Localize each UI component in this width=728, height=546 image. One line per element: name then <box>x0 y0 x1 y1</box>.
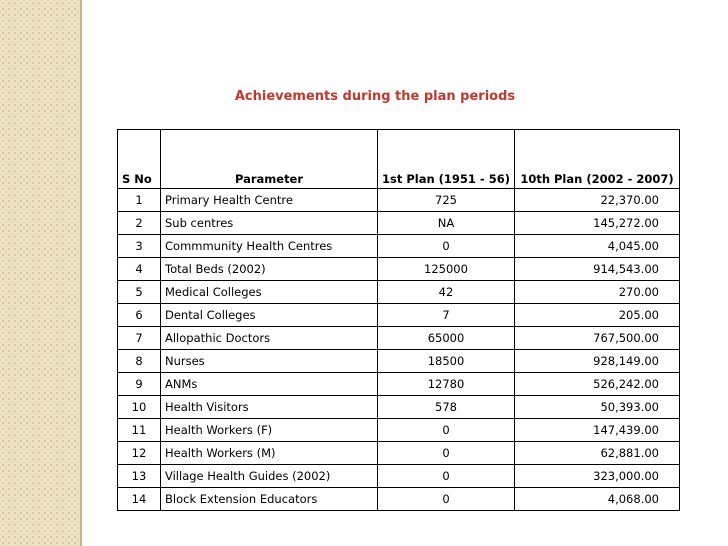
cell-plan10: 50,393.00 <box>514 396 679 419</box>
cell-parameter: Nurses <box>161 350 378 373</box>
table-row <box>118 212 680 235</box>
cell-sno: 13 <box>118 465 161 488</box>
cell-plan10: 22,370.00 <box>514 189 679 212</box>
table-row <box>118 350 680 373</box>
achievements-table <box>117 129 680 511</box>
cell-plan10: 323,000.00 <box>514 465 679 488</box>
cell-sno: 9 <box>118 373 161 396</box>
cell-plan10: 145,272.00 <box>514 212 679 235</box>
cell-parameter: Commmunity Health Centres <box>161 235 378 258</box>
cell-sno: 12 <box>118 442 161 465</box>
cell-plan10: 4,045.00 <box>514 235 679 258</box>
cell-plan10: 270.00 <box>514 281 679 304</box>
cell-parameter: Block Extension Educators <box>161 488 378 511</box>
cell-sno: 14 <box>118 488 161 511</box>
table-row <box>118 189 680 212</box>
cell-plan10: 62,881.00 <box>514 442 679 465</box>
cell-parameter: Dental Colleges <box>161 304 378 327</box>
cell-plan1: 125000 <box>378 258 515 281</box>
decorative-sidebar <box>0 0 80 546</box>
cell-parameter: Sub centres <box>161 212 378 235</box>
table-row <box>118 465 680 488</box>
slide-title: Achievements during the plan periods <box>234 89 516 104</box>
table-row <box>118 488 680 511</box>
cell-sno: 6 <box>118 304 161 327</box>
cell-plan10: 914,543.00 <box>514 258 679 281</box>
table-row <box>118 304 680 327</box>
cell-parameter: Allopathic Doctors <box>161 327 378 350</box>
cell-sno: 2 <box>118 212 161 235</box>
cell-parameter: Health Workers (M) <box>161 442 378 465</box>
cell-sno: 7 <box>118 327 161 350</box>
cell-plan1: 0 <box>378 442 515 465</box>
header-parameter: Parameter <box>161 130 378 189</box>
table-row <box>118 258 680 281</box>
cell-plan1: 0 <box>378 235 515 258</box>
table-row <box>118 281 680 304</box>
cell-plan10: 767,500.00 <box>514 327 679 350</box>
table-row <box>118 419 680 442</box>
table-header-row <box>118 130 680 189</box>
table-row <box>118 235 680 258</box>
cell-plan10: 4,068.00 <box>514 488 679 511</box>
cell-parameter: ANMs <box>161 373 378 396</box>
cell-parameter: Health Visitors <box>161 396 378 419</box>
cell-parameter: Primary Health Centre <box>161 189 378 212</box>
cell-sno: 3 <box>118 235 161 258</box>
cell-parameter: Village Health Guides (2002) <box>161 465 378 488</box>
sidebar-divider <box>80 0 82 546</box>
table-row <box>118 373 680 396</box>
cell-plan10: 928,149.00 <box>514 350 679 373</box>
cell-plan10: 147,439.00 <box>514 419 679 442</box>
cell-plan1: 12780 <box>378 373 515 396</box>
cell-plan10: 205.00 <box>514 304 679 327</box>
cell-parameter: Total Beds (2002) <box>161 258 378 281</box>
cell-sno: 4 <box>118 258 161 281</box>
cell-plan10: 526,242.00 <box>514 373 679 396</box>
header-sno: S No <box>118 130 161 189</box>
cell-plan1: 578 <box>378 396 515 419</box>
cell-plan1: 725 <box>378 189 515 212</box>
cell-sno: 1 <box>118 189 161 212</box>
cell-plan1: 0 <box>378 488 515 511</box>
cell-plan1: 0 <box>378 465 515 488</box>
cell-plan1: 0 <box>378 419 515 442</box>
header-plan10: 10th Plan (2002 - 2007) <box>514 130 679 189</box>
cell-plan1: 65000 <box>378 327 515 350</box>
cell-sno: 10 <box>118 396 161 419</box>
cell-sno: 11 <box>118 419 161 442</box>
table-row <box>118 442 680 465</box>
cell-plan1: 18500 <box>378 350 515 373</box>
cell-parameter: Health Workers (F) <box>161 419 378 442</box>
cell-sno: 5 <box>118 281 161 304</box>
header-plan1: 1st Plan (1951 - 56) <box>378 130 515 189</box>
table-row <box>118 327 680 350</box>
cell-parameter: Medical Colleges <box>161 281 378 304</box>
cell-plan1: 7 <box>378 304 515 327</box>
table-body <box>118 189 680 511</box>
cell-sno: 8 <box>118 350 161 373</box>
table-row <box>118 396 680 419</box>
cell-plan1: NA <box>378 212 515 235</box>
cell-plan1: 42 <box>378 281 515 304</box>
